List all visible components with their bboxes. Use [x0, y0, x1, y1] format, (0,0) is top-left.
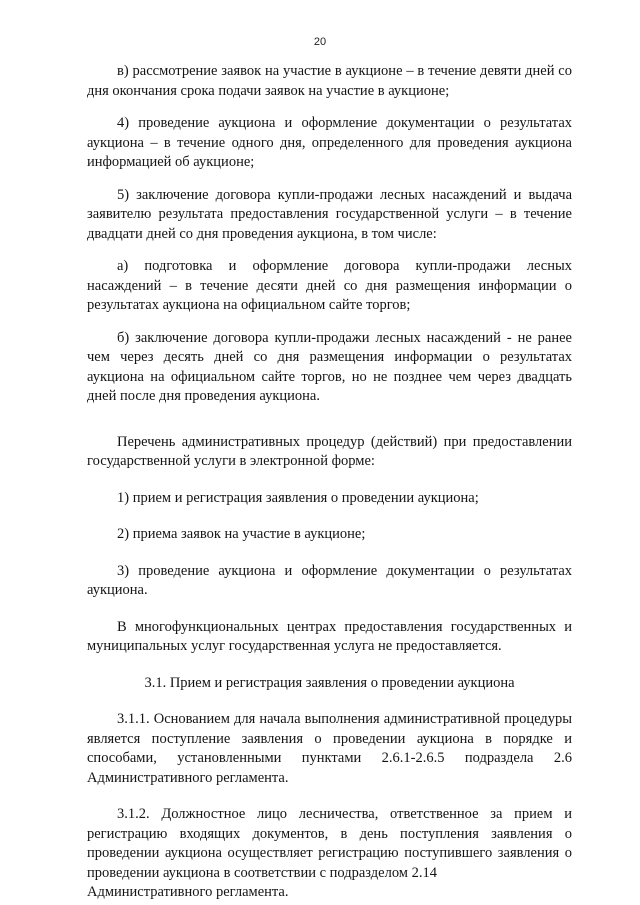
section-heading: 3.1. Прием и регистрация заявления о проведении аукциона: [144, 674, 515, 691]
paragraph-3-1-2-end: Административного регламента.: [87, 884, 289, 900]
document-body: [87, 62, 572, 903]
paragraph-mfc: В многофункциональных центрах предоставления государственных и муниципальных услуг государственная услуга не предоставляется.: [87, 618, 572, 654]
paragraph-procedure-2: 2) приема заявок на участие в аукционе;: [117, 526, 366, 542]
page-number: 20: [313, 36, 327, 48]
paragraph-v: в) рассмотрение заявок на участие в аукционе – в течение девяти дней со дня окончания срока подачи заявок на участие в аукционе;: [87, 63, 572, 99]
paragraph-procedure-3: 3) проведение аукциона и оформление документации о результатах аукциона.: [87, 562, 572, 598]
paragraph-3-1-1: 3.1.1. Основанием для начала выполнения административной процедуры является поступление заявления о проведении аукциона в порядке и способами, установленными пунктами 2.6.1-2.6.5 подраздела 2.6 Административного регламента.: [87, 711, 572, 786]
paragraph-b: б) заключение договора купли-продажи лесных насаждений - не ранее чем через десять дней со дня размещения информации о результатах аукциона на официальном сайте торгов, но не позднее чем через двадцать дней после дня проведения аукциона.: [87, 329, 572, 404]
paragraph-3-1-2: 3.1.2. Должностное лицо лесничества, ответственное за прием и регистрацию входящих документов, в день поступления заявления о проведении аукциона осуществляет регистрацию поступившего заявления о проведении аукциона в соответствии с подразделом 2.14: [87, 806, 572, 881]
paragraph-5: 5) заключение договора купли-продажи лесных насаждений и выдача заявителю результата предоставления государственной услуги – в течение двадцати дней со дня проведения аукциона, в том числе:: [87, 186, 572, 242]
paragraph-a: а) подготовка и оформление договора купли-продажи лесных насаждений – в течение десяти дней со дня размещения информации о результатах аукциона на официальном сайте торгов;: [87, 258, 572, 313]
paragraph-4: 4) проведение аукциона и оформление документации о результатах аукциона – в течение одного дня, определенного для проведения аукциона информацией об аукционе;: [87, 115, 572, 170]
paragraph-procedures-list-intro: Перечень административных процедур (действий) при предоставлении государственной услуги в электронной форме:: [87, 433, 572, 469]
paragraph-procedure-1: 1) прием и регистрация заявления о проведении аукциона;: [117, 489, 479, 506]
